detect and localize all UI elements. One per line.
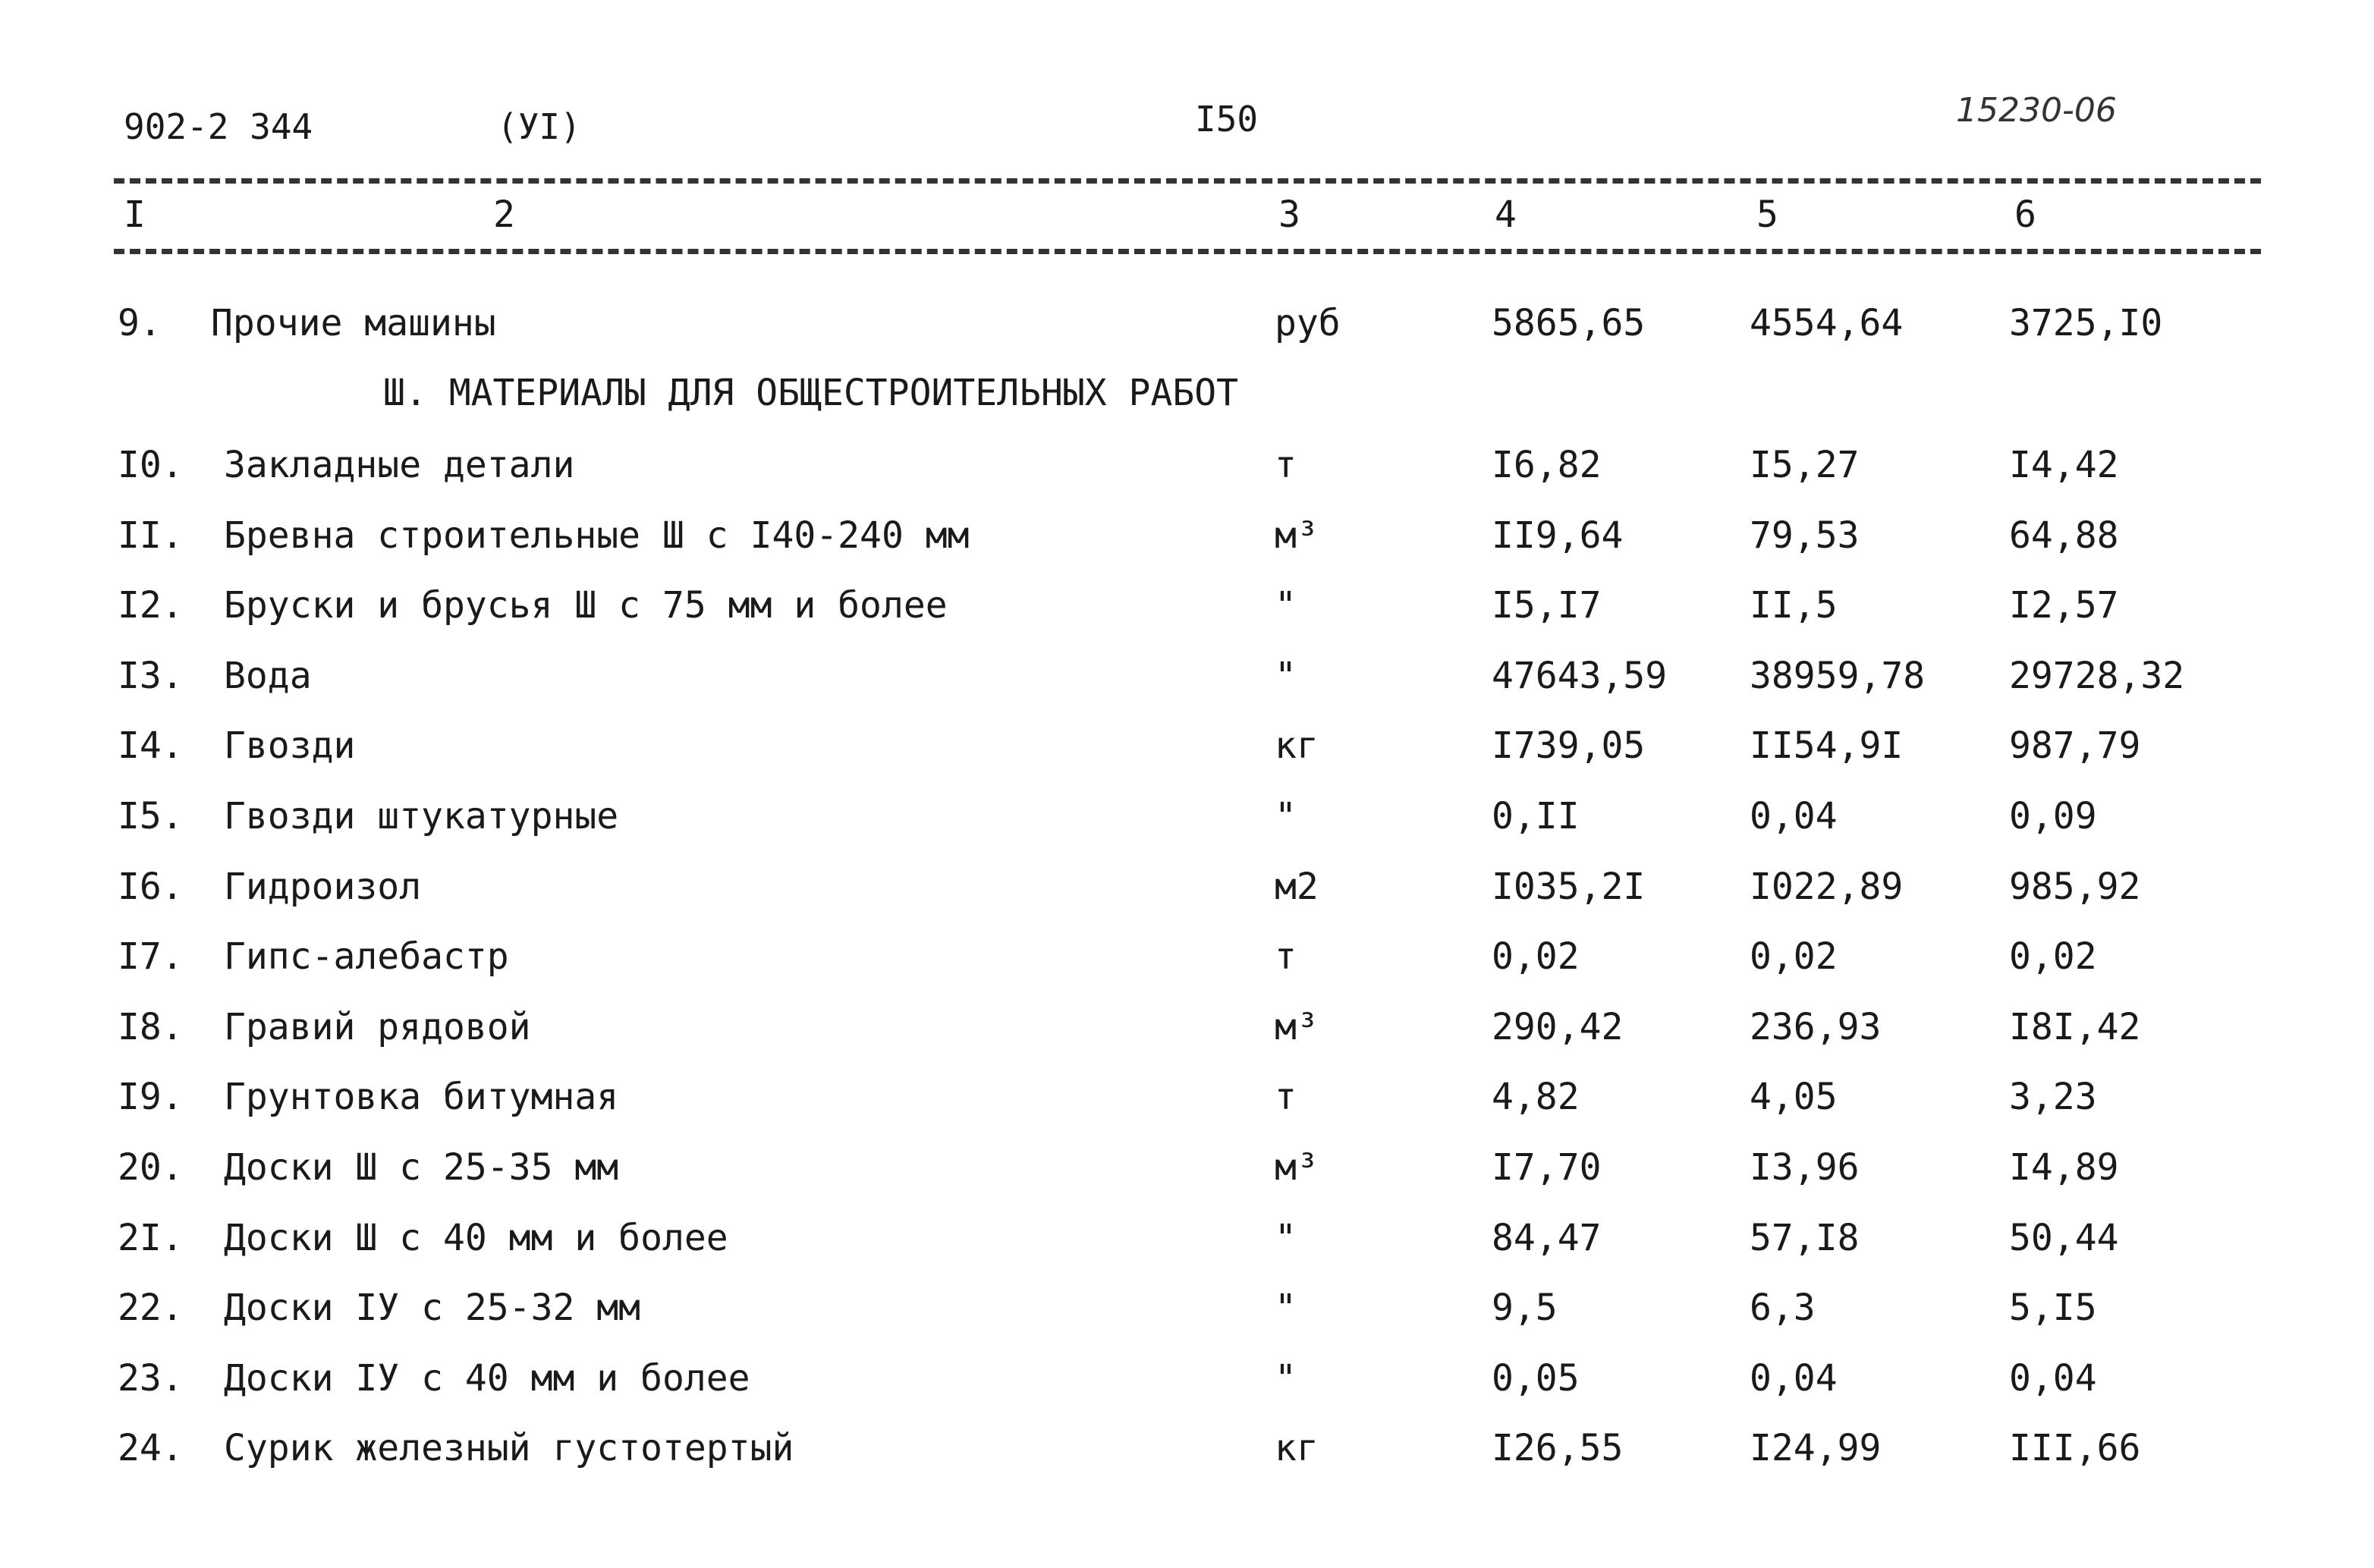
row-value-col4: I739,05 xyxy=(1492,724,1646,767)
column-header-2: 2 xyxy=(493,193,515,236)
row-unit: м³ xyxy=(1275,514,1319,557)
row-value-col4: I6,82 xyxy=(1492,444,1602,486)
row-value-col5: 6,3 xyxy=(1750,1287,1816,1329)
row-number: 23. xyxy=(118,1357,184,1400)
table-row xyxy=(0,584,2374,645)
row-value-col4: 0,05 xyxy=(1492,1357,1580,1400)
table-row xyxy=(0,1146,2374,1207)
row-number: I9. xyxy=(118,1076,184,1118)
row-unit: т xyxy=(1275,1076,1297,1118)
row-name: Сурик железный густотертый xyxy=(224,1427,794,1469)
row-unit: т xyxy=(1275,935,1297,978)
row-value-col4: 5865,65 xyxy=(1492,302,1646,344)
column-header-4: 4 xyxy=(1495,193,1517,236)
row-unit: " xyxy=(1275,1357,1297,1400)
table-row xyxy=(0,1217,2374,1277)
row-value-col6: 29728,32 xyxy=(2009,655,2185,697)
row-name: Бревна строительные Ш с I40-240 мм xyxy=(224,514,970,557)
row-value-col5: II54,9I xyxy=(1750,724,1904,767)
row-value-col5: 57,I8 xyxy=(1750,1217,1860,1259)
table-row xyxy=(0,302,2374,363)
row-unit: кг xyxy=(1275,1427,1319,1469)
row-value-col6: 50,44 xyxy=(2009,1217,2119,1259)
row-unit: м2 xyxy=(1275,866,1319,908)
row-value-col4: I5,I7 xyxy=(1492,584,1602,627)
section-title: Ш. МАТЕРИАЛЫ ДЛЯ ОБЩЕСТРОИТЕЛЬНЫХ РАБОТ xyxy=(383,372,1239,414)
row-number: I6. xyxy=(118,866,184,908)
table-row xyxy=(0,1287,2374,1347)
row-value-col6: I4,89 xyxy=(2009,1146,2119,1189)
row-name: Грунтовка битумная xyxy=(224,1076,619,1118)
row-number: II. xyxy=(118,514,184,557)
row-value-col4: I035,2I xyxy=(1492,866,1646,908)
table-row xyxy=(0,935,2374,996)
row-name: Доски IУ с 40 мм и более xyxy=(224,1357,750,1400)
table-row xyxy=(0,655,2374,715)
row-number: I0. xyxy=(118,444,184,486)
row-number: I7. xyxy=(118,935,184,978)
row-value-col6: 985,92 xyxy=(2009,866,2141,908)
table-row xyxy=(0,1427,2374,1488)
row-name: Доски Ш с 40 мм и более xyxy=(224,1217,728,1259)
row-value-col4: 4,82 xyxy=(1492,1076,1580,1118)
row-value-col4: I26,55 xyxy=(1492,1427,1624,1469)
table-row xyxy=(0,444,2374,504)
row-value-col6: I8I,42 xyxy=(2009,1006,2141,1048)
row-value-col5: I022,89 xyxy=(1750,866,1904,908)
row-name: Закладные детали xyxy=(224,444,575,486)
header-top-divider xyxy=(114,178,2261,184)
row-value-col5: 4,05 xyxy=(1750,1076,1838,1118)
column-header-6: 6 xyxy=(2014,193,2036,236)
row-value-col4: 0,II xyxy=(1492,795,1580,837)
row-value-col6: 0,09 xyxy=(2009,795,2097,837)
row-unit: " xyxy=(1275,655,1297,697)
row-name: Прочие машины xyxy=(211,302,496,344)
header-bottom-divider xyxy=(114,249,2261,254)
row-number: I2. xyxy=(118,584,184,627)
row-unit: кг xyxy=(1275,724,1319,767)
row-number: 22. xyxy=(118,1287,184,1329)
row-value-col4: I7,70 xyxy=(1492,1146,1602,1189)
row-value-col6: 0,04 xyxy=(2009,1357,2097,1400)
row-value-col5: I3,96 xyxy=(1750,1146,1860,1189)
row-value-col4: 9,5 xyxy=(1492,1287,1558,1329)
document-code: 902-2 344 xyxy=(124,106,313,147)
row-value-col6: 987,79 xyxy=(2009,724,2141,767)
row-unit: т xyxy=(1275,444,1297,486)
row-value-col6: 3,23 xyxy=(2009,1076,2097,1118)
row-unit: руб xyxy=(1275,302,1341,344)
row-name: Бруски и брусья Ш с 75 мм и более xyxy=(224,584,948,627)
row-unit: " xyxy=(1275,795,1297,837)
row-number: I3. xyxy=(118,655,184,697)
row-unit: " xyxy=(1275,1287,1297,1329)
row-value-col5: 79,53 xyxy=(1750,514,1860,557)
row-number: I4. xyxy=(118,724,184,767)
row-value-col6: 64,88 xyxy=(2009,514,2119,557)
row-value-col6: I4,42 xyxy=(2009,444,2119,486)
row-value-col6: 0,02 xyxy=(2009,935,2097,978)
row-value-col4: 0,02 xyxy=(1492,935,1580,978)
row-number: 9. xyxy=(118,302,162,344)
column-header-5: 5 xyxy=(1756,193,1778,236)
row-value-col5: I24,99 xyxy=(1750,1427,1882,1469)
row-value-col5: 236,93 xyxy=(1750,1006,1882,1048)
row-number: I5. xyxy=(118,795,184,837)
row-value-col5: I5,27 xyxy=(1750,444,1860,486)
table-row xyxy=(0,1076,2374,1136)
volume-label: (УI) xyxy=(497,106,581,147)
column-header-3: 3 xyxy=(1278,193,1300,236)
row-value-col4: 84,47 xyxy=(1492,1217,1602,1259)
row-name: Гравий рядовой xyxy=(224,1006,531,1048)
table-row xyxy=(0,866,2374,926)
row-value-col4: 47643,59 xyxy=(1492,655,1668,697)
row-number: I8. xyxy=(118,1006,184,1048)
row-name: Доски IУ с 25-32 мм xyxy=(224,1287,641,1329)
table-row xyxy=(0,1006,2374,1067)
row-value-col4: 290,42 xyxy=(1492,1006,1624,1048)
column-header-1: I xyxy=(124,193,146,236)
page-number: I50 xyxy=(1195,99,1259,140)
row-name: Гипс-алебастр xyxy=(224,935,509,978)
row-name: Гвозди штукатурные xyxy=(224,795,619,837)
row-value-col5: 0,04 xyxy=(1750,1357,1838,1400)
row-number: 20. xyxy=(118,1146,184,1189)
row-name: Доски Ш с 25-35 мм xyxy=(224,1146,619,1189)
row-value-col5: 38959,78 xyxy=(1750,655,1926,697)
table-row xyxy=(0,795,2374,856)
table-row xyxy=(0,724,2374,785)
row-value-col4: II9,64 xyxy=(1492,514,1624,557)
row-name: Гвозди xyxy=(224,724,356,767)
row-name: Гидроизол xyxy=(224,866,422,908)
row-value-col6: III,66 xyxy=(2009,1427,2141,1469)
row-number: 24. xyxy=(118,1427,184,1469)
row-name: Вода xyxy=(224,655,312,697)
row-unit: " xyxy=(1275,1217,1297,1259)
row-value-col5: 0,04 xyxy=(1750,795,1838,837)
row-value-col5: 0,02 xyxy=(1750,935,1838,978)
row-unit: м³ xyxy=(1275,1146,1319,1189)
row-unit: м³ xyxy=(1275,1006,1319,1048)
row-unit: " xyxy=(1275,584,1297,627)
row-value-col6: 3725,I0 xyxy=(2009,302,2163,344)
row-number: 2I. xyxy=(118,1217,184,1259)
row-value-col6: I2,57 xyxy=(2009,584,2119,627)
row-value-col5: 4554,64 xyxy=(1750,302,1904,344)
sheet-code: 15230-06 xyxy=(1956,91,2117,130)
table-row xyxy=(0,1357,2374,1418)
table-row xyxy=(0,514,2374,575)
row-value-col5: II,5 xyxy=(1750,584,1838,627)
row-value-col6: 5,I5 xyxy=(2009,1287,2097,1329)
